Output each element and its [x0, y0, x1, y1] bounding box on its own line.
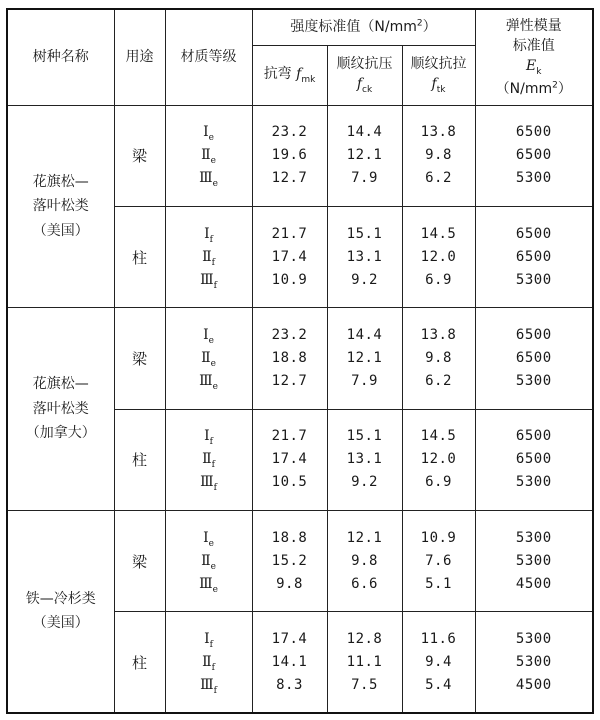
tension-value: 13.8	[420, 124, 457, 141]
species-name-cell	[7, 308, 114, 511]
use-cell	[114, 105, 165, 206]
compression-value-cell	[327, 308, 402, 409]
table-row	[7, 510, 593, 611]
tension-value: 9.8	[425, 349, 452, 366]
tension-value: 9.4	[425, 653, 452, 670]
tension-value: 10.9	[420, 529, 457, 546]
tension-value: 14.5	[420, 428, 457, 445]
bending-value: 17.4	[271, 630, 308, 647]
header-grade: 材质等级	[165, 9, 252, 105]
modulus-value: 6500	[515, 225, 552, 242]
species-name-line: 落叶松类	[32, 400, 89, 417]
strength-table	[6, 8, 594, 714]
use-cell	[114, 207, 165, 308]
use-cell	[114, 308, 165, 409]
grade-value: $Ⅰ_e$	[203, 326, 214, 346]
modulus-value: 6500	[515, 451, 552, 468]
grade-cell	[165, 612, 252, 713]
bending-value: 10.9	[271, 271, 308, 288]
bending-value: 23.2	[271, 326, 308, 343]
use-label: 柱	[131, 653, 147, 672]
use-label: 柱	[131, 451, 147, 470]
modulus-value: 5300	[515, 653, 552, 670]
compression-value-cell	[327, 207, 402, 308]
bending-value: 9.8	[276, 575, 303, 592]
modulus-value: 6500	[515, 248, 552, 265]
modulus-value: 4500	[515, 676, 552, 693]
modulus-value: 5300	[515, 170, 552, 187]
header-row-1	[7, 9, 593, 45]
tension-value-cell	[402, 409, 475, 510]
modulus-value: 5300	[515, 630, 552, 647]
compression-value: 12.8	[346, 630, 383, 647]
grade-value: $Ⅰ_f$	[204, 225, 213, 245]
grade-value: $Ⅱ_f$	[202, 653, 215, 673]
grade-value: $Ⅱ_e$	[201, 552, 216, 572]
use-cell	[114, 409, 165, 510]
tension-value: 6.9	[425, 271, 452, 288]
grade-value: $Ⅰ_e$	[203, 124, 214, 144]
tension-value: 6.9	[425, 474, 452, 491]
grade-value: $Ⅱ_f$	[202, 248, 215, 268]
modulus-value-cell	[475, 308, 593, 409]
use-label: 梁	[131, 349, 147, 368]
tension-value-cell	[402, 105, 475, 206]
use-label: 梁	[131, 552, 147, 571]
species-name-line: （美国）	[32, 615, 89, 632]
modulus-value: 6500	[515, 147, 552, 164]
modulus-value: 6500	[515, 124, 552, 141]
tension-value-cell	[402, 207, 475, 308]
species-name-line: 落叶松类	[32, 198, 89, 215]
grade-value: $Ⅲ_f$	[200, 271, 217, 291]
bending-value-cell	[252, 510, 327, 611]
bending-value: 19.6	[271, 147, 308, 164]
bending-value-cell	[252, 409, 327, 510]
bending-value: 21.7	[271, 225, 308, 242]
grade-value: $Ⅰ_f$	[204, 630, 213, 650]
bending-value: 12.7	[271, 372, 308, 389]
use-label: 柱	[131, 248, 147, 267]
species-name-line: （美国）	[32, 222, 89, 239]
modulus-value-cell	[475, 105, 593, 206]
tension-value: 9.8	[425, 147, 452, 164]
use-cell	[114, 510, 165, 611]
compression-value-cell	[327, 612, 402, 713]
table-row	[7, 308, 593, 409]
grade-value: $Ⅱ_e$	[201, 147, 216, 167]
modulus-value-cell	[475, 409, 593, 510]
grade-cell	[165, 207, 252, 308]
modulus-value-cell	[475, 612, 593, 713]
bending-value-cell	[252, 612, 327, 713]
tension-value: 7.6	[425, 552, 452, 569]
use-cell	[114, 612, 165, 713]
header-strength-group: 强度标准值$(N/mm^2)$	[252, 9, 475, 45]
compression-value: 7.9	[351, 372, 378, 389]
species-name-line: 花旗松—	[32, 376, 89, 393]
bending-value: 12.7	[271, 170, 308, 187]
modulus-value: 5300	[515, 271, 552, 288]
compression-value: 6.6	[351, 575, 378, 592]
species-name-cell	[7, 510, 114, 713]
tension-value-cell	[402, 510, 475, 611]
modulus-value: 6500	[515, 428, 552, 445]
compression-value: 14.4	[346, 124, 383, 141]
header-use: 用途	[114, 9, 165, 105]
species-name-line: 铁—冷杉类	[25, 590, 96, 607]
compression-value: 15.1	[346, 428, 383, 445]
bending-value: 23.2	[271, 124, 308, 141]
grade-value: $Ⅲ_f$	[200, 474, 217, 494]
bending-value-cell	[252, 207, 327, 308]
tension-value-cell	[402, 308, 475, 409]
grade-value: $Ⅰ_e$	[203, 529, 214, 549]
modulus-value: 5300	[515, 529, 552, 546]
grade-value: $Ⅲ_e$	[199, 170, 218, 190]
bending-value: 21.7	[271, 428, 308, 445]
tension-value: 5.4	[425, 676, 452, 693]
modulus-value: 6500	[515, 326, 552, 343]
modulus-value: 5300	[515, 372, 552, 389]
tension-value: 12.0	[420, 248, 457, 265]
bending-value-cell	[252, 308, 327, 409]
species-name-line: （加拿大）	[25, 425, 96, 442]
tension-value-cell	[402, 612, 475, 713]
bending-value: 8.3	[276, 676, 303, 693]
compression-value: 13.1	[346, 451, 383, 468]
tension-value: 6.2	[425, 372, 452, 389]
bending-value-cell	[252, 105, 327, 206]
header-compression: 顺纹抗压 $f_{ck}$	[327, 45, 402, 105]
use-label: 梁	[131, 147, 147, 166]
grade-value: $Ⅲ_e$	[199, 372, 218, 392]
compression-value: 12.1	[346, 529, 383, 546]
modulus-value: 5300	[515, 474, 552, 491]
bending-value: 14.1	[271, 653, 308, 670]
table-row	[7, 105, 593, 206]
compression-value: 7.5	[351, 676, 378, 693]
tension-value: 6.2	[425, 170, 452, 187]
compression-value: 13.1	[346, 248, 383, 265]
species-name-cell	[7, 105, 114, 308]
grade-value: $Ⅰ_f$	[204, 428, 213, 448]
bending-value: 17.4	[271, 248, 308, 265]
grade-cell	[165, 409, 252, 510]
bending-value: 10.5	[271, 474, 308, 491]
compression-value: 15.1	[346, 225, 383, 242]
compression-value-cell	[327, 510, 402, 611]
grade-cell	[165, 105, 252, 206]
tension-value: 12.0	[420, 451, 457, 468]
bending-value: 18.8	[271, 529, 308, 546]
header-bending: 抗弯 $f_{mk}$	[252, 45, 327, 105]
modulus-value: 5300	[515, 552, 552, 569]
header-species: 树种名称	[7, 9, 114, 105]
tension-value: 14.5	[420, 225, 457, 242]
modulus-value: 6500	[515, 349, 552, 366]
grade-value: $Ⅱ_f$	[202, 451, 215, 471]
header-modulus: 弹性模量 标准值 $E_k$ $(N/mm^2)$	[475, 9, 593, 105]
compression-value: 12.1	[346, 349, 383, 366]
tension-value: 5.1	[425, 575, 452, 592]
grade-value: $Ⅱ_e$	[201, 349, 216, 369]
modulus-value-cell	[475, 510, 593, 611]
header-tension: 顺纹抗拉 $f_{tk}$	[402, 45, 475, 105]
compression-value: 9.8	[351, 552, 378, 569]
bending-value: 18.8	[271, 349, 308, 366]
grade-cell	[165, 510, 252, 611]
compression-value: 9.2	[351, 271, 378, 288]
grade-value: $Ⅲ_e$	[199, 575, 218, 595]
compression-value: 14.4	[346, 326, 383, 343]
compression-value: 7.9	[351, 170, 378, 187]
species-name-line: 花旗松—	[32, 173, 89, 190]
bending-value: 17.4	[271, 451, 308, 468]
bending-value: 15.2	[271, 552, 308, 569]
tension-value: 11.6	[420, 630, 457, 647]
modulus-value-cell	[475, 207, 593, 308]
compression-value: 9.2	[351, 474, 378, 491]
compression-value: 11.1	[346, 653, 383, 670]
compression-value-cell	[327, 409, 402, 510]
grade-cell	[165, 308, 252, 409]
compression-value-cell	[327, 105, 402, 206]
grade-value: $Ⅲ_f$	[200, 676, 217, 696]
compression-value: 12.1	[346, 147, 383, 164]
modulus-value: 4500	[515, 575, 552, 592]
tension-value: 13.8	[420, 326, 457, 343]
